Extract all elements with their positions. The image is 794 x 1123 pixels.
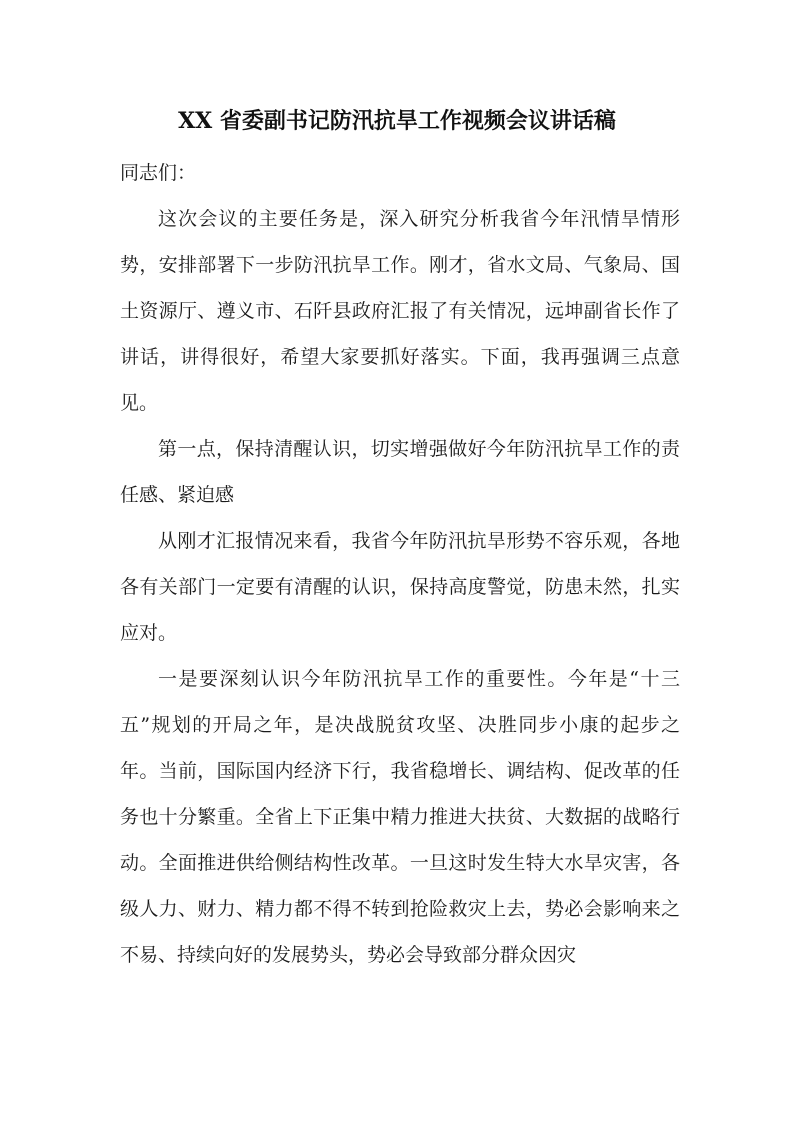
paragraph-importance: 一是要深刻认识今年防汛抗旱工作的重要性。今年是“十三五”规划的开局之年，是决战脱贫攻坚、决胜同步小康的起步之年。当前，国际国内经济下行，我省稳增长、调结构、促改革的任务也十分繁重。全省上下正集中精力推进大扶贫、大数据的战略行动。全面推进供给侧结构性改革。一旦这时发生特大水旱灾害，各级人力、财力、精力都不得不转到抢险救灾上去，势必会影响来之不易、持续向好的发展势头，势必会导致部分群众因灾 (120, 668, 680, 966)
salutation: 同志们： (120, 162, 197, 184)
section-heading-point-one: 第一点，保持清醒认识，切实增强做好今年防汛抗旱工作的责任感、紧迫感 (120, 438, 680, 506)
paragraph-situation: 从刚才汇报情况来看，我省今年防汛抗旱形势不容乐观，各地各有关部门一定要有清醒的认识，保持高度警觉，防患未然，扎实应对。 (120, 530, 680, 644)
document-body (120, 150, 680, 978)
paragraph-intro: 这次会议的主要任务是，深入研究分析我省今年汛情旱情形势，安排部署下一步防汛抗旱工作。刚才，省水文局、气象局、国土资源厅、遵义市、石阡县政府汇报了有关情况，远坤副省长作了讲话，讲得很好，希望大家要抓好落实。下面，我再强调三点意见。 (120, 208, 680, 414)
document-title: XX 省委副书记防汛抗旱工作视频会议讲话稿 (178, 108, 616, 134)
